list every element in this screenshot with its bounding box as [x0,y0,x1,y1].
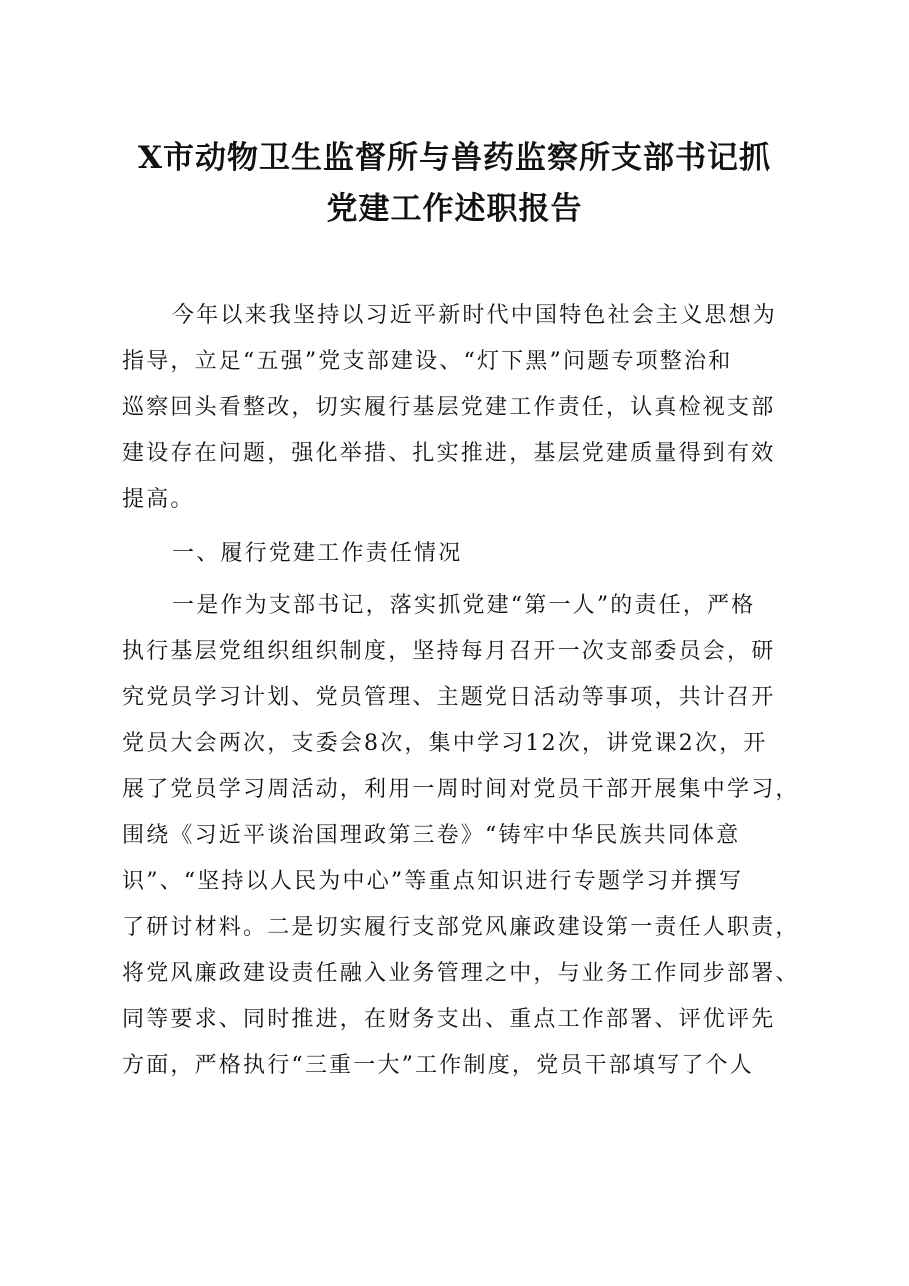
paragraph-line: 了研讨材料。二是切实履行支部党风廉政建设第一责任人职责， [122,915,800,940]
paragraph-line: 究党员学习计划、党员管理、主题党日活动等事项，共计召开 [122,685,776,710]
paragraph-line: 方面，严格执行“三重一大”工作制度，党员干部填写了个人 [122,1053,754,1078]
paragraph-line: 党员大会两次，支委会8次，集中学习12次，讲党课2次，开 [122,731,768,756]
section-heading: 一、履行党建工作责任情况 [172,541,463,566]
paragraph-line: 一是作为支部书记，落实抓党建“第一人”的责任，严格 [172,593,756,618]
paragraph-line: 指导，立足“五强”党支部建设、“灯下黑”问题专项整治和 [122,349,733,374]
paragraph-line: 同等要求、同时推进，在财务支出、重点工作部署、评优评先 [122,1007,776,1032]
paragraph-line: 将党风廉政建设责任融入业务管理之中，与业务工作同步部署、 [122,961,800,986]
document-title-line-2: 党建工作述职报告 [326,191,583,227]
paragraph-line: 今年以来我坚持以习近平新时代中国特色社会主义思想为 [172,303,778,328]
document-title-line-1: X市动物卫生监督所与兽药监察所支部书记抓 [137,140,772,176]
paragraph-line: 巡察回头看整改，切实履行基层党建工作责任，认真检视支部 [122,395,776,420]
paragraph-line: 识”、“坚持以人民为中心”等重点知识进行专题学习并撰写 [122,869,744,894]
paragraph-line: 展了党员学习周活动，利用一周时间对党员干部开展集中学习， [122,777,800,802]
paragraph-line: 围绕《习近平谈治国理政第三卷》“铸牢中华民族共同体意 [122,823,741,848]
paragraph-line: 执行基层党组织组织制度，坚持每月召开一次支部委员会，研 [122,639,776,664]
paragraph-line: 提高。 [122,487,195,512]
paragraph-line: 建设存在问题，强化举措、扎实推进，基层党建质量得到有效 [122,441,776,466]
